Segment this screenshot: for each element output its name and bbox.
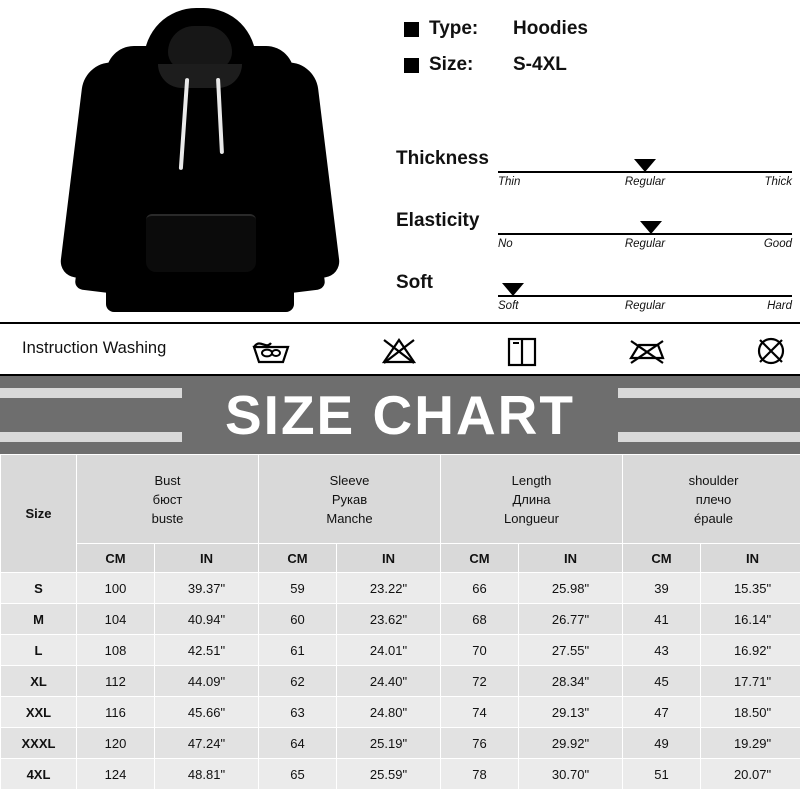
cell-shoulder-in: 15.35"	[701, 573, 800, 604]
table-row	[1, 604, 800, 635]
header-unit-cm: CM	[623, 544, 701, 573]
cell-bust-cm: 124	[77, 759, 155, 790]
header-line: Длина	[512, 491, 551, 507]
slider-elasticity	[396, 208, 792, 270]
slider-scale-labels-thickness	[498, 176, 792, 192]
header-unit-in: IN	[155, 544, 259, 573]
slider-label-mid: Regular	[624, 176, 666, 188]
table-header-groups	[1, 455, 800, 544]
cell-shoulder-cm: 47	[623, 697, 701, 728]
cell-bust-in: 44.09"	[155, 666, 259, 697]
header-line: Length	[511, 472, 552, 488]
slider-track-elasticity	[498, 208, 792, 250]
table-row	[1, 728, 800, 759]
product-overview-section	[0, 0, 800, 322]
cell-length-cm: 76	[441, 728, 519, 759]
header-line: shoulder	[688, 472, 739, 488]
cell-shoulder-cm: 43	[623, 635, 701, 666]
hoodie-pocket	[146, 214, 256, 272]
slider-marker-elasticity	[640, 221, 662, 234]
header-line: épaule	[693, 510, 734, 526]
hoodie-product-image	[40, 0, 380, 322]
square-bullet-icon	[404, 22, 419, 37]
cell-length-cm: 74	[441, 697, 519, 728]
slider-line	[498, 295, 792, 297]
header-line: buste	[151, 510, 184, 526]
hoodie-hem	[106, 286, 294, 312]
spec-value-type: Hoodies	[513, 18, 588, 39]
slider-label-right: Good	[763, 238, 792, 250]
table-row	[1, 697, 800, 728]
slider-track-soft	[498, 270, 792, 312]
cell-bust-in: 42.51"	[155, 635, 259, 666]
attribute-sliders	[396, 146, 792, 332]
header-line: Bust	[154, 472, 181, 488]
cell-length-cm: 66	[441, 573, 519, 604]
cell-shoulder-in: 16.92"	[701, 635, 800, 666]
do-not-iron-icon	[626, 336, 668, 366]
cell-bust-cm: 100	[77, 573, 155, 604]
cell-length-in: 27.55"	[519, 635, 623, 666]
header-size: Size	[1, 455, 77, 573]
header-unit-cm: CM	[77, 544, 155, 573]
slider-label-right: Hard	[767, 300, 792, 312]
slider-label-mid: Regular	[624, 238, 666, 250]
washing-icon-row	[250, 330, 788, 372]
spec-label-type: Type:	[429, 18, 479, 39]
spec-row-type	[404, 18, 588, 40]
header-line: Manche	[326, 510, 373, 526]
banner-title: SIZE CHART	[225, 384, 575, 446]
cell-shoulder-cm: 51	[623, 759, 701, 790]
cell-bust-cm: 104	[77, 604, 155, 635]
header-unit-in: IN	[337, 544, 441, 573]
square-bullet-icon	[404, 58, 419, 73]
header-line: плечо	[695, 491, 732, 507]
cell-length-in: 29.92"	[519, 728, 623, 759]
cell-shoulder-cm: 45	[623, 666, 701, 697]
cell-length-in: 30.70"	[519, 759, 623, 790]
product-spec-list	[404, 18, 588, 90]
header-group-shoulder	[623, 455, 800, 544]
cell-bust-in: 47.24"	[155, 728, 259, 759]
cell-sleeve-cm: 59	[259, 573, 337, 604]
header-group-bust	[77, 455, 259, 544]
slider-scale-labels-soft	[498, 300, 792, 316]
header-line: Рукав	[331, 491, 368, 507]
cell-shoulder-cm: 39	[623, 573, 701, 604]
spec-value-size: S-4XL	[513, 54, 567, 75]
hand-wash-icon	[250, 336, 292, 366]
slider-scale-labels-elasticity	[498, 238, 792, 254]
header-unit-in: IN	[701, 544, 800, 573]
cell-length-cm: 70	[441, 635, 519, 666]
cell-size: 4XL	[1, 759, 77, 790]
cell-bust-cm: 116	[77, 697, 155, 728]
cell-length-in: 28.34"	[519, 666, 623, 697]
slider-track-thickness	[498, 146, 792, 188]
do-not-dry-clean-icon	[754, 335, 788, 367]
cell-length-in: 29.13"	[519, 697, 623, 728]
cell-sleeve-in: 25.59"	[337, 759, 441, 790]
do-not-bleach-icon	[379, 336, 419, 366]
cell-sleeve-cm: 63	[259, 697, 337, 728]
cell-sleeve-cm: 65	[259, 759, 337, 790]
hoodie-collar	[158, 64, 242, 88]
cell-bust-cm: 112	[77, 666, 155, 697]
cell-size: M	[1, 604, 77, 635]
cell-bust-in: 48.81"	[155, 759, 259, 790]
cell-sleeve-in: 24.40"	[337, 666, 441, 697]
header-group-sleeve	[259, 455, 441, 544]
hoodie-illustration	[40, 0, 380, 322]
cell-sleeve-in: 25.19"	[337, 728, 441, 759]
cell-sleeve-in: 23.22"	[337, 573, 441, 604]
cell-shoulder-in: 17.71"	[701, 666, 800, 697]
slider-thickness	[396, 146, 792, 208]
cell-sleeve-in: 24.01"	[337, 635, 441, 666]
header-line: Longueur	[504, 510, 559, 526]
cell-shoulder-in: 20.07"	[701, 759, 800, 790]
washing-instruction-label: Instruction Washing	[22, 339, 167, 357]
cell-shoulder-in: 18.50"	[701, 697, 800, 728]
table-row	[1, 573, 800, 604]
header-unit-cm: CM	[441, 544, 519, 573]
cell-bust-in: 45.66"	[155, 697, 259, 728]
cell-sleeve-in: 23.62"	[337, 604, 441, 635]
table-header-units	[1, 544, 800, 573]
spec-row-size	[404, 54, 588, 76]
cell-sleeve-in: 24.80"	[337, 697, 441, 728]
table-row	[1, 666, 800, 697]
cell-bust-in: 39.37"	[155, 573, 259, 604]
table-row	[1, 759, 800, 790]
table-row	[1, 635, 800, 666]
slider-title-elasticity: Elasticity	[396, 210, 480, 231]
cell-size: L	[1, 635, 77, 666]
slider-label-mid: Regular	[624, 300, 666, 312]
header-unit-in: IN	[519, 544, 623, 573]
cell-sleeve-cm: 64	[259, 728, 337, 759]
slider-marker-thickness	[634, 159, 656, 172]
header-line: бюст	[152, 491, 183, 507]
cell-size: XL	[1, 666, 77, 697]
cell-length-in: 26.77"	[519, 604, 623, 635]
size-chart-table	[0, 454, 800, 790]
cell-length-cm: 78	[441, 759, 519, 790]
cell-size: S	[1, 573, 77, 604]
size-chart-banner	[0, 376, 800, 454]
cell-length-in: 25.98"	[519, 573, 623, 604]
slider-label-left: Thin	[498, 176, 521, 188]
cell-bust-cm: 108	[77, 635, 155, 666]
cell-shoulder-cm: 41	[623, 604, 701, 635]
cell-size: XXXL	[1, 728, 77, 759]
slider-title-soft: Soft	[396, 272, 433, 293]
slider-label-left: Soft	[498, 300, 519, 312]
slider-label-right: Thick	[764, 176, 792, 188]
tumble-dry-icon	[505, 335, 539, 367]
cell-shoulder-cm: 49	[623, 728, 701, 759]
header-line: Sleeve	[329, 472, 370, 488]
cell-length-cm: 72	[441, 666, 519, 697]
cell-sleeve-cm: 61	[259, 635, 337, 666]
spec-label-size: Size:	[429, 54, 474, 75]
slider-marker-soft	[502, 283, 524, 296]
cell-shoulder-in: 19.29"	[701, 728, 800, 759]
cell-size: XXL	[1, 697, 77, 728]
header-group-length	[441, 455, 623, 544]
cell-sleeve-cm: 60	[259, 604, 337, 635]
cell-bust-cm: 120	[77, 728, 155, 759]
slider-title-thickness: Thickness	[396, 148, 489, 169]
cell-shoulder-in: 16.14"	[701, 604, 800, 635]
cell-bust-in: 40.94"	[155, 604, 259, 635]
header-unit-cm: CM	[259, 544, 337, 573]
cell-sleeve-cm: 62	[259, 666, 337, 697]
cell-length-cm: 68	[441, 604, 519, 635]
slider-label-left: No	[498, 238, 513, 250]
washing-instruction-band	[0, 322, 800, 376]
